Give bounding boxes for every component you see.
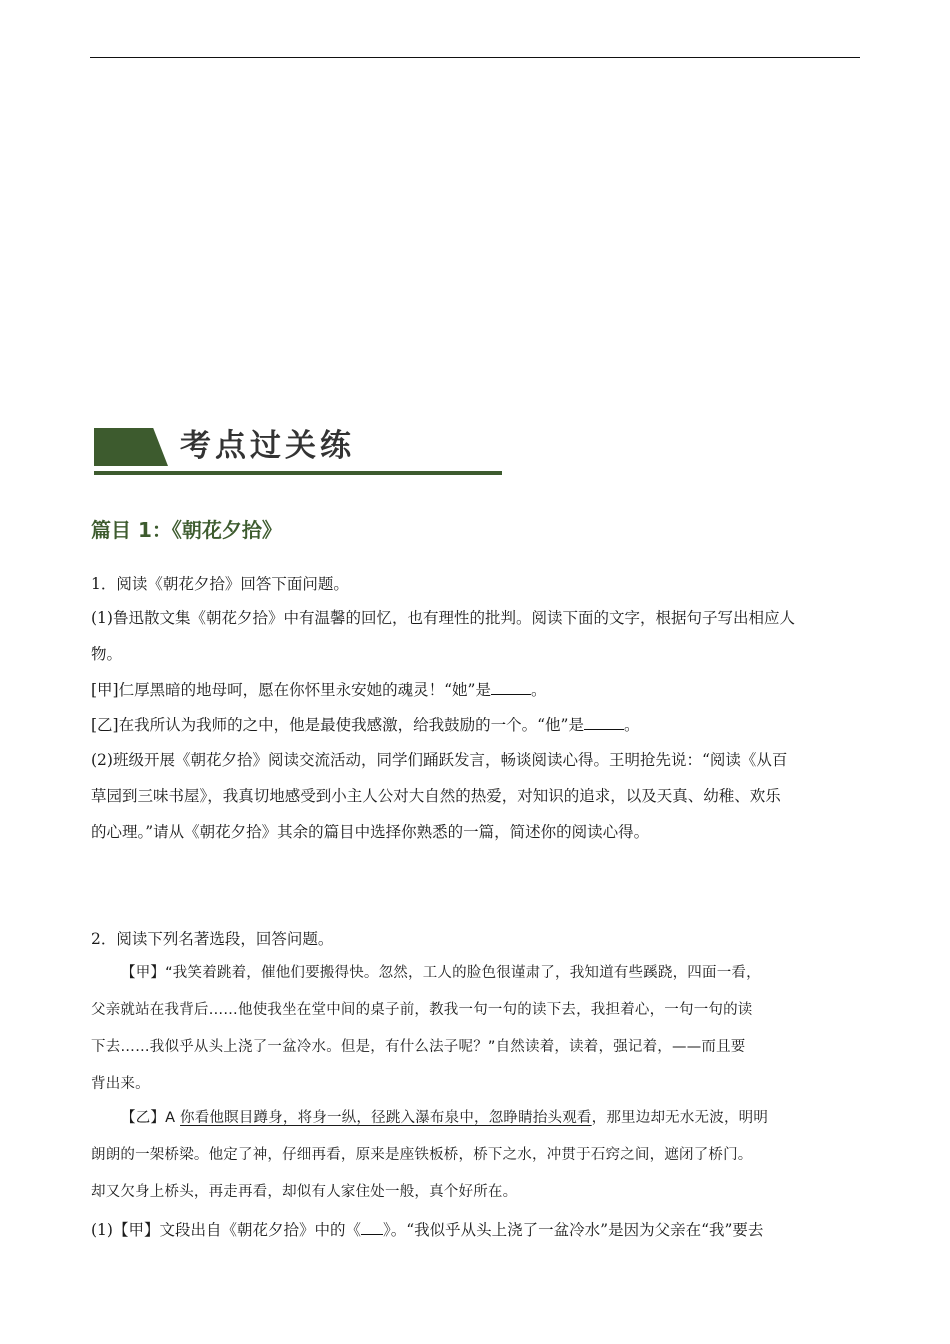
q2-passage-jia: [91, 955, 861, 1103]
q2-passage-yi: [91, 1100, 861, 1211]
header-rule: [90, 57, 860, 58]
q2-sub1-line: [91, 1212, 861, 1249]
q2-yi-line1: [91, 1100, 861, 1137]
q1-jia-end: 。: [530, 681, 547, 699]
q2-sub1-rest: 》。“我似乎从头上浇了一盆冷水”是因为父亲在“我”要去: [382, 1221, 764, 1239]
q2-jia-line2: 父亲就站在我背后……他使我坐在堂中间的桌子前，教我一句一句的读下去，我担着心，一句一句的读: [91, 1002, 753, 1018]
q2-yi-line2: 朗朗的一架桥梁。他定了神，仔细再看，原来是座铁板桥，桥下之水，冲贯于石窍之间，遮闭了桥门。: [91, 1147, 753, 1163]
q1-part2-line2: 草园到三味书屋》，我真切地感受到小主人公对大自然的热爱，对知识的追求，以及天真、幼稚、欢乐: [91, 787, 781, 805]
q2-jia-line4: 背出来。: [91, 1076, 150, 1092]
q1-intro: 1．阅读《朝花夕拾》回答下面问题。: [91, 575, 349, 593]
q2-jia-line1: 【甲】“我笑着跳着，催他们要搬得快。忽然，工人的脸色很谨肃了，我知道有些蹊跷，四面一看，: [121, 965, 761, 981]
banner-tab-shape: [94, 428, 168, 466]
section-banner: [94, 422, 504, 478]
q1-jia-line: [91, 672, 861, 709]
q1-jia-blank[interactable]: [491, 680, 531, 695]
q2-yi-label: 【乙】A: [121, 1110, 181, 1126]
q1-part1-line2: 物。: [91, 645, 123, 663]
q1-yi-end: 。: [623, 716, 640, 734]
q1-yi-blank[interactable]: [584, 715, 624, 730]
q2-yi-line1-rest: ，那里边却无水无波，明明: [591, 1110, 769, 1126]
q1-yi-text: [乙]在我所认为我师的之中，他是最使我感激，给我鼓励的一个。“他”是: [91, 716, 584, 734]
section-heading: 篇目 1：《朝花夕拾》: [91, 518, 282, 542]
q1-part2-line3: 的心理。”请从《朝花夕拾》其余的篇目中选择你熟悉的一篇，简述你的阅读心得。: [91, 823, 650, 841]
banner-title: 考点过关练: [180, 428, 355, 464]
q2-yi-line3: 却又欠身上桥头，再走再看，却似有人家住处一般，真个好所在。: [91, 1184, 518, 1200]
q2-jia-line3: 下去……我似乎从头上浇了一盆冷水。但是，有什么法子呢？”自然读着，读着，强记着，——而且要: [91, 1039, 746, 1055]
q2-intro: 2．阅读下列名著选段，回答问题。: [91, 930, 334, 948]
q1-yi-line: [91, 707, 861, 744]
q2-yi-underlined: 你看他瞑目蹲身，将身一纵，径跳入瀑布泉中，忽睁睛抬头观看: [180, 1110, 592, 1126]
q2-sub1-text: (1)【甲】文段出自《朝花夕拾》中的《: [91, 1221, 361, 1239]
q1-jia-text: [甲]仁厚黑暗的地母呵，愿在你怀里永安她的魂灵！“她”是: [91, 681, 491, 699]
q2-sub1-blank[interactable]: [361, 1220, 383, 1235]
q1-part2-line1: (2)班级开展《朝花夕拾》阅读交流活动，同学们踊跃发言，畅谈阅读心得。王明抢先说：“阅读《从百: [91, 751, 788, 769]
q1-part1-line1: (1)鲁迅散文集《朝花夕拾》中有温馨的回忆，也有理性的批判。阅读下面的文字，根据句子写出相应人: [91, 609, 795, 627]
banner-underline: [94, 471, 502, 475]
